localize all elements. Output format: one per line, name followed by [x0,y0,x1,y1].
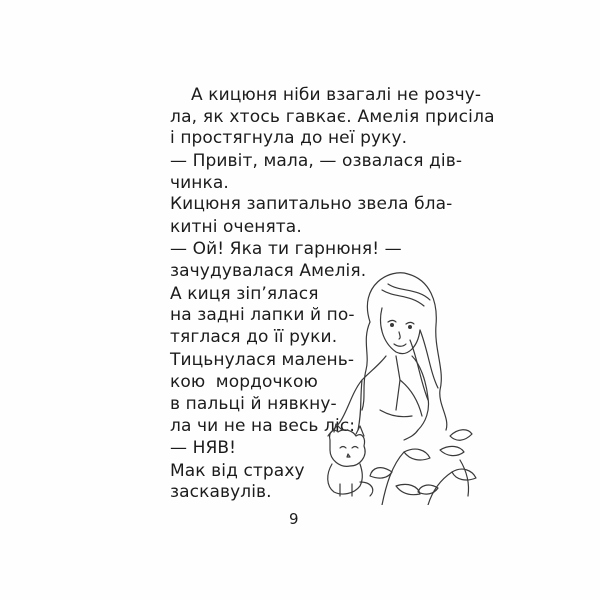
text-line-13: Тицьнулася малень- [170,350,355,370]
text-line-14: кою мордочкою [170,372,318,392]
girl-collar [396,356,400,410]
text-line-18: Мак від страху [170,461,305,481]
text-line-4: — Привіт, мала, — озвалася дів- [170,151,463,171]
plant-leaf-1 [404,449,430,460]
text-line-19: заскавулів. [170,482,272,502]
girl-and-kitten-drawing [300,260,490,505]
plant-leaf-3 [396,484,420,494]
kitten-tail [360,482,373,496]
text-line-12: тяглася до її руки. [170,327,338,347]
plant-leaf-4 [452,469,476,480]
text-line-9: зачудувалася Амелія. [170,261,367,281]
text-line-10: А киця зіп’ялася [170,284,319,304]
girl-left-eye [388,321,396,323]
text-line-3: і простягнула до неї руку. [170,128,408,148]
girl-nose [399,332,400,339]
text-line-5: чинка. [170,173,229,193]
kitten-body [328,464,363,494]
text-line-11: на задні лапки й по- [170,305,355,325]
girl-hair-left [362,322,370,410]
text-line-6: Кицюня запитально звела бла- [170,194,453,214]
page-number: 9 [289,510,299,528]
plant-leaf-5 [440,446,464,455]
girl-hair-outline [367,273,446,430]
girl-right-hand [404,430,418,440]
plant-stem-1 [382,452,404,505]
girl-right-eye [406,323,414,325]
text-line-16: ла чи не на весь ліс: [170,416,356,436]
text-line-1: А кицюня ніби взагалі не розчу- [191,85,482,105]
text-line-2: ла, як хтось гавкає. Амелія присіла [170,107,495,127]
text-line-7: китні оченята. [170,217,302,237]
girl-mouth [394,344,406,346]
girl-left-arm [340,356,386,422]
kitten-head [330,430,365,466]
text-line-17: — НЯВ! [170,438,237,458]
girl-and-kitten-illustration [300,260,490,505]
text-line-15: в пальці й нявкну- [170,394,337,414]
text-line-8: — Ой! Яка ти гарнюня! — [170,239,402,259]
plant-stem-2 [428,472,452,505]
plant-leaf-2 [370,468,392,478]
